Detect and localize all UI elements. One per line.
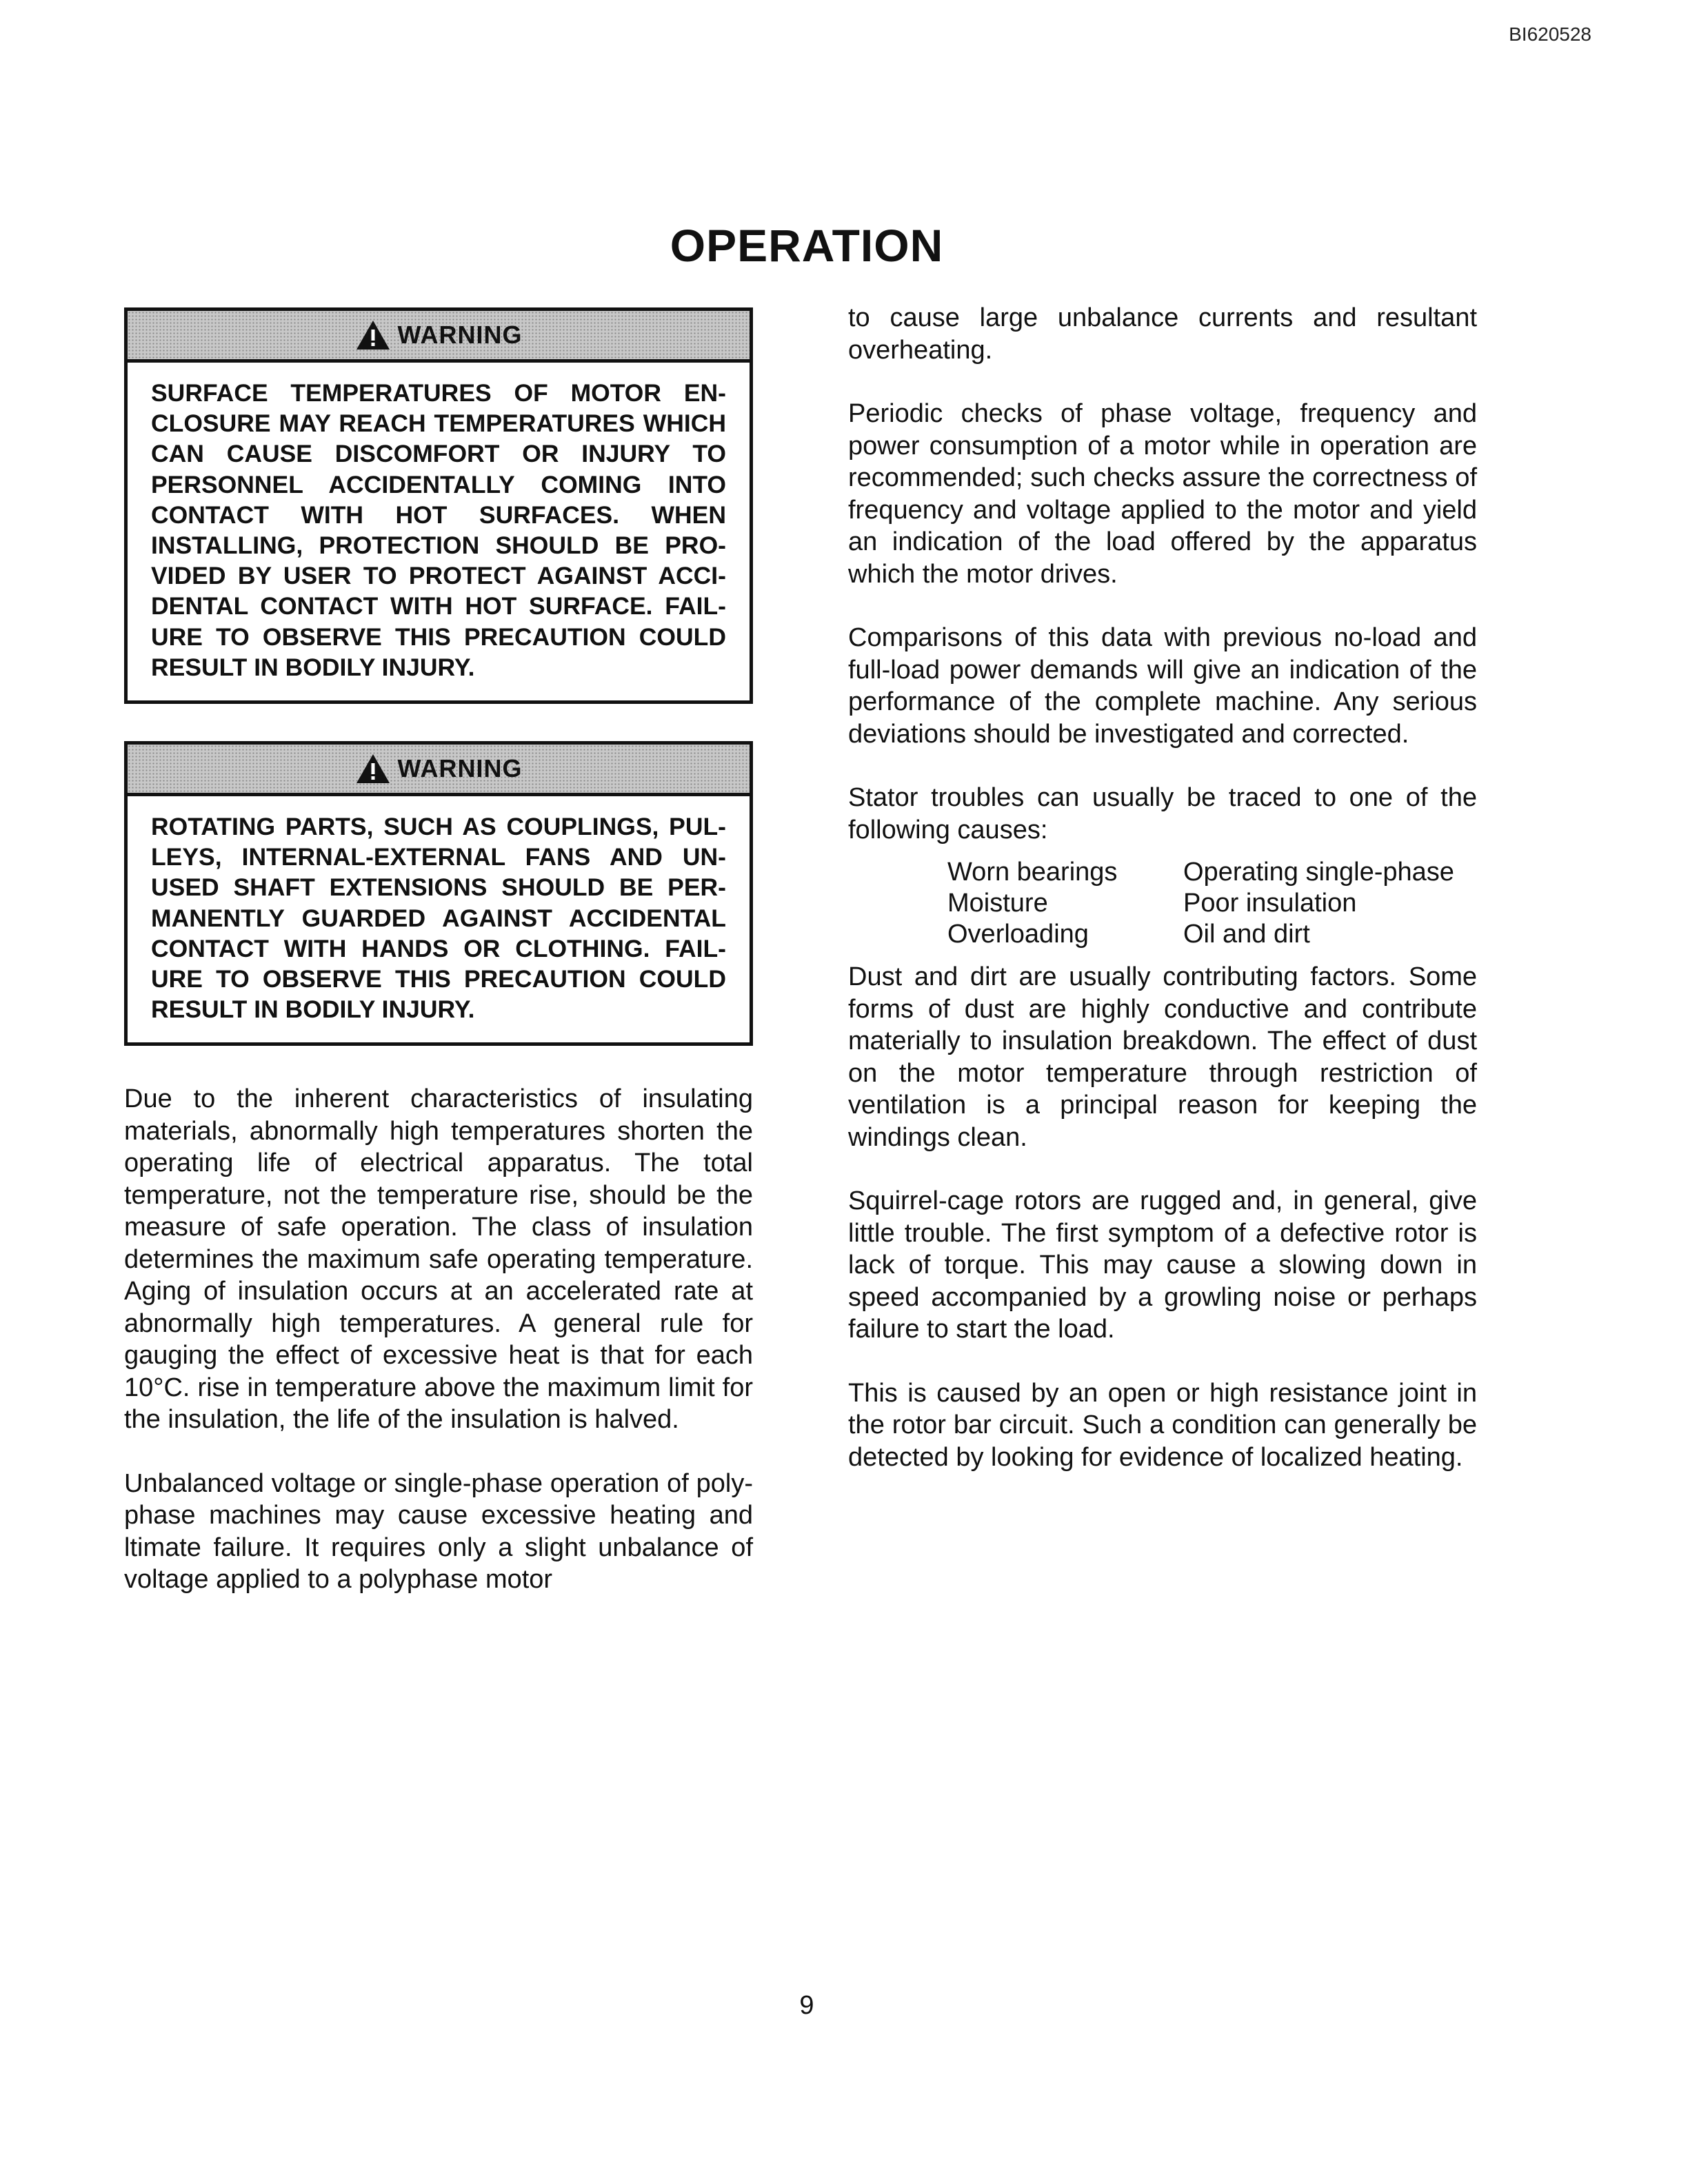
paragraph-unbalance-continued: to cause large unbalance currents and resultant overheating. xyxy=(848,303,1477,365)
paragraph-insulation-temperature: Due to the inherent characteristics of insulating materials, abnormally high temperatures shorten the operating life of electrical apparatus. The total temperature, not the temperature rise, should be the measure of safe operation. The class of insulation determines the maximum safe operating temperature. Aging of insulation occurs at an accelerated rate at abnormally high temperatures. A general rule for gauging the effect of excessive heat is that for each 10°C. rise in temperature above the maximum limit for the insulation, the life of the insulation is halved. xyxy=(124,1084,753,1435)
page-title: OPERATION xyxy=(670,220,944,271)
cause-item: Overloading xyxy=(947,920,1089,949)
warning-text: SURFACE TEMPERATURES OF MOTOR EN-CLOSURE MAY REACH TEMPERATURES WHICH CAN CAUSE DISCOMFORT OR INJURY TO PERSONNEL ACCIDENTALLY COMING INTO CONTACT WITH HOT SURFACES. WHEN INSTALLING, PROTECTION SHOULD BE PRO-VIDED BY USER TO PROTECT AGAINST ACCI-DENTAL CONTACT WITH HOT SURFACE. FAIL-URE TO OBSERVE THIS PRECAUTION COULD RESULT IN BODILY INJURY. xyxy=(151,379,726,681)
paragraph-stator-troubles: Stator troubles can usually be traced to one of the following causes: xyxy=(848,783,1477,845)
warning-triangle-icon xyxy=(355,319,391,351)
warning-box-hot-surfaces xyxy=(124,307,753,704)
warning-label: WARNING xyxy=(397,754,523,783)
paragraph-rotor-bar-circuit: This is caused by an open or high resistance joint in the rotor bar circuit. Such a condition can generally be detected by looking for evidence of localized heating. xyxy=(848,1378,1477,1472)
paragraph-unbalanced-voltage: Unbalanced voltage or single-phase operation of poly-phase machines may cause excessive heating and ltimate failure. It requires only a slight unbalance of voltage applied to a polyphase motor xyxy=(124,1468,753,1595)
cause-item: Operating single-phase xyxy=(1183,858,1454,887)
paragraph-periodic-checks: Periodic checks of phase voltage, frequency and power consumption of a motor while in operation are recommended; such checks assure the correctness of frequency and voltage applied to the motor and yield an indication of the load offered by the apparatus which the motor drives. xyxy=(848,399,1477,589)
warning-header xyxy=(128,311,750,363)
causes-list xyxy=(947,857,1477,950)
cause-item: Poor insulation xyxy=(1183,889,1357,918)
warning-box-rotating-parts xyxy=(124,741,753,1046)
left-column xyxy=(124,307,753,1628)
warning-text: ROTATING PARTS, SUCH AS COUPLINGS, PUL-LEYS, INTERNAL-EXTERNAL FANS AND UN-USED SHAFT EXTENSIONS SHOULD BE PER-MANENTLY GUARDED AGAINST ACCIDENTAL CONTACT WITH HANDS OR CLOTHING. FAIL-URE TO OBSERVE THIS PRECAUTION COULD RESULT IN BODILY INJURY. xyxy=(151,813,726,1024)
document-id: BI620528 xyxy=(1509,23,1591,45)
paragraph-comparisons: Comparisons of this data with previous no-load and full-load power demands will give an indication of the performance of the complete machine. Any serious deviations should be investigated and corrected. xyxy=(848,623,1477,749)
cause-item: Worn bearings xyxy=(947,858,1118,887)
warning-header xyxy=(128,745,750,796)
right-column xyxy=(848,302,1477,1505)
paragraph-squirrel-cage-rotors: Squirrel-cage rotors are rugged and, in general, give little trouble. The first symptom of a defective rotor is lack of torque. This may cause a slowing down in speed accompanied by a growling noise or perhaps failure to start the load. xyxy=(848,1186,1477,1344)
cause-item: Moisture xyxy=(947,889,1048,918)
paragraph-dust-and-dirt: Dust and dirt are usually contributing factors. Some forms of dust are highly conductive and contribute materially to insulation breakdown. The effect of dust on the motor temperature through restriction of ventilation is a principal reason for keeping the windings clean. xyxy=(848,962,1477,1152)
page-number: 9 xyxy=(799,1991,814,2020)
warning-label: WARNING xyxy=(397,321,523,349)
cause-item: Oil and dirt xyxy=(1183,920,1310,949)
warning-triangle-icon xyxy=(355,753,391,785)
